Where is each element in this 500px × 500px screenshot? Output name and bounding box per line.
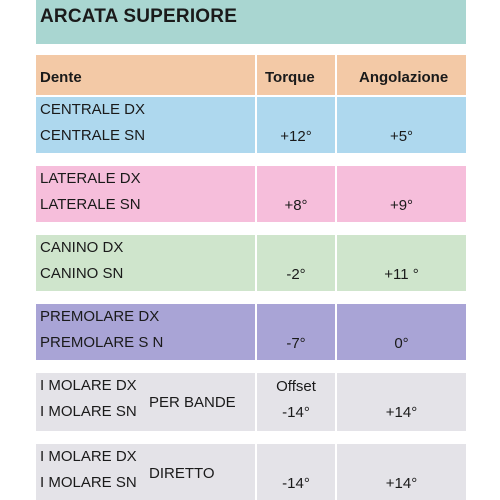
torque-value: +8° (284, 197, 308, 214)
header-tooth: Dente (40, 69, 82, 86)
angulation-value: +14° (385, 404, 418, 421)
tooth-label: LATERALE SN (40, 196, 141, 213)
header-tooth-cell (36, 55, 255, 95)
row-molare-bande-angulation (337, 373, 466, 431)
tooth-label: PREMOLARE DX (40, 308, 160, 325)
row-premolare-angulation (337, 304, 466, 360)
row-molare-bande-torque (257, 373, 335, 431)
angulation-value: 0° (394, 335, 409, 352)
row-centrale-tooth (36, 97, 255, 153)
tooth-label: I MOLARE DX (40, 448, 137, 465)
torque-value: -14° (282, 404, 310, 421)
row-molare-bande-tooth (36, 373, 255, 431)
angulation-value: +5° (389, 128, 414, 145)
tooth-label: CENTRALE DX (40, 101, 146, 118)
row-molare-diretto-angulation (337, 444, 466, 500)
header-angulation-cell (337, 55, 466, 95)
header-torque: Torque (265, 69, 315, 86)
torque-value: +12° (280, 128, 312, 145)
row-canino-tooth (36, 235, 255, 291)
torque-value: -2° (286, 266, 306, 283)
row-molare-diretto-torque (257, 444, 335, 500)
row-canino-angulation (337, 235, 466, 291)
tooth-label: I MOLARE SN (40, 474, 137, 491)
row-premolare-torque (257, 304, 335, 360)
angulation-value: +14° (385, 475, 418, 492)
table-title: ARCATA SUPERIORE (40, 6, 238, 27)
row-centrale-angulation (337, 97, 466, 153)
header-angulation: Angolazione (359, 69, 449, 86)
row-premolare-tooth (36, 304, 255, 360)
row-canino-torque (257, 235, 335, 291)
header-torque-cell (257, 55, 335, 95)
angulation-value: +9° (389, 197, 414, 214)
tooth-label: CENTRALE SN (40, 127, 146, 144)
tooth-label: LATERALE DX (40, 170, 141, 187)
angulation-value: +11 ° (384, 266, 419, 283)
row-laterale-angulation (337, 166, 466, 222)
tooth-label: CANINO SN (40, 265, 124, 282)
title-bar (36, 0, 466, 44)
row-molare-diretto-tooth (36, 444, 255, 500)
row-laterale-tooth (36, 166, 255, 222)
torque-value: -7° (286, 335, 306, 352)
row-centrale-torque (257, 97, 335, 153)
tooth-label: CANINO DX (40, 239, 124, 256)
tooth-label: I MOLARE DX (40, 377, 137, 394)
torque-note: Offset (276, 378, 316, 395)
bonding-note: DIRETTO (149, 465, 215, 482)
row-laterale-torque (257, 166, 335, 222)
torque-value: -14° (282, 475, 310, 492)
tooth-label: PREMOLARE S N (40, 334, 164, 351)
bonding-note: PER BANDE (149, 394, 236, 411)
tooth-label: I MOLARE SN (40, 403, 137, 420)
